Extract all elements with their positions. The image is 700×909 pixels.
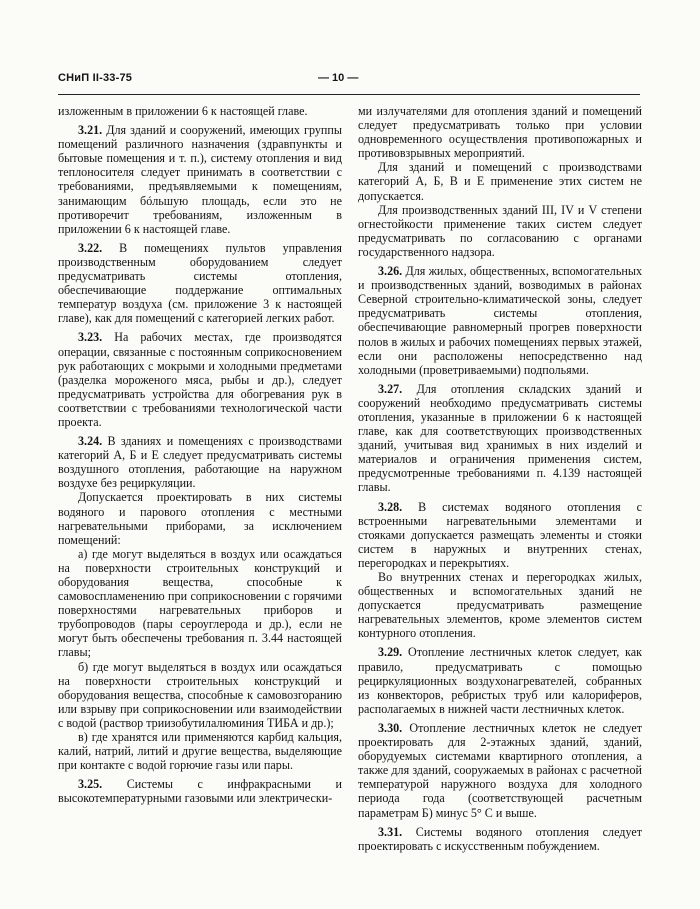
paragraph <box>358 825 642 853</box>
clause-number: 3.29. <box>378 645 403 660</box>
paragraph-text: В системах водяного отопления с встроенными нагревательными элементами и стояками допускается размещать элементы и стояки систем в наружных и внутренних стенах, перегородках и перекрытиях. <box>358 499 642 570</box>
paragraph <box>358 203 642 259</box>
paragraph <box>358 721 642 820</box>
paragraph <box>58 123 342 236</box>
paragraph <box>358 160 642 202</box>
paragraph-text: Для производственных зданий III, IV и V степени огнестойкости применение таких систем следует предусматривать по согласованию с органами государственного надзора. <box>358 202 642 259</box>
paragraph-text: Отопление лестничных клеток не следует проектировать для 2-этажных зданий, зданий, оборудуемых системами квартирного отопления, а также для зданий, сооружаемых в районах с расчетной температурой наружного воздуха для холодного периода года (соответствующей расчетным параметрам Б) минус 5° С и выше. <box>358 720 642 820</box>
clause-number: 3.22. <box>78 240 103 255</box>
clause-number: 3.27. <box>378 381 403 396</box>
paragraph-text: Для зданий и сооружений, имеющих группы помещений различного назначения (здравпункты и бытовые помещения и т. п.), систему отопления и вид теплоносителя следует принимать в соответствии с требованиями, предъявляемыми к помещениям, занимающим бóльшую площадь, если это не противоречит требованиям, изложенным в приложении 6 к настоящей главе. <box>58 123 342 236</box>
paragraph <box>58 104 342 118</box>
paragraph-text: Системы с инфракрасными и высокотемпературными газовыми или электрически- <box>58 777 342 806</box>
paragraph <box>358 645 642 715</box>
paragraph-text: Системы водяного отопления следует проектировать с искусственным побуждением. <box>358 824 642 853</box>
page-number: — 10 — <box>318 72 359 84</box>
paragraph-text: в) где хранятся или применяются карбид кальция, калий, натрий, литий и другие вещества, выделяющие при контакте с водой горючие газы или пары. <box>58 730 342 773</box>
paragraph-text: Для жилых, общественных, вспомогательных и производственных зданий, возводимых в районах Северной строительно-климатической зоны, следует предусматривать системы отопления, обеспечивающие равномерный прогрев поверхности полов в жилых и рабочих помещениях первых этажей, если они расположены непосредственно над холодными (проветриваемыми) подпольями. <box>358 264 642 377</box>
paragraph <box>58 490 342 546</box>
paragraph-text: В зданиях и помещениях с производствами категорий А, Б и Е следует предусматривать системы воздушного отопления, работающие на наружном воздухе без рециркуляции. <box>58 434 342 491</box>
paragraph-text: б) где могут выделяться в воздух или осаждаться на поверхности строительных конструкций и оборудования вещества, способные к самовозгоранию или взрыву при соприкосновении или взаимодействии с водой (раствор триизобутилалюминия ТИБА и др.); <box>58 659 342 730</box>
clause-number: 3.28. <box>378 499 403 514</box>
left-column <box>58 104 342 806</box>
clause-number: 3.30. <box>378 720 403 735</box>
paragraph <box>58 547 342 660</box>
paragraph-text: а) где могут выделяться в воздух или осаждаться на поверхности строительных конструкций и оборудования вещества, способные к самовоспламенению при соприкосновении с горячими поверхностями нагревательных приборов и трубопроводов (пары сероуглерода и др.), если не могут быть обеспечены требования п. 3.44 настоящей главы; <box>58 546 342 660</box>
clause-number: 3.26. <box>378 264 403 279</box>
paragraph <box>58 777 342 805</box>
clause-number: 3.21. <box>78 123 103 138</box>
paragraph-text: В помещениях пультов управления производственным оборудованием следует предусматривать системы отопления, обеспечивающие поддержание оптимальных температур воздуха (см. приложение 3 к настоящей главе), как для помещений с категорией легких работ. <box>58 240 342 326</box>
right-column <box>358 104 642 853</box>
paragraph <box>358 264 642 377</box>
paragraph <box>358 382 642 495</box>
paragraph <box>58 330 342 429</box>
paragraph-text: Допускается проектировать в них системы водяного и парового отопления с местными нагревательными приборами, за исключением помещений: <box>58 490 342 547</box>
document-code: СНиП II-33-75 <box>58 72 133 84</box>
clause-number: 3.24. <box>78 434 103 449</box>
paragraph-text: На рабочих местах, где производятся операции, связанные с постоянным соприкосновением рук работающих с мокрыми и холодными предметами (разделка мороженого мяса, рыбы и др.), следует предусматривать устройства для обогревания рук в соответствии с требованиями технологической части проекта. <box>58 330 342 429</box>
clause-number: 3.23. <box>78 330 103 345</box>
header-rule <box>58 94 640 95</box>
paragraph <box>58 730 342 772</box>
paragraph-text: Во внутренних стенах и перегородках жилых, общественных и вспомогательных зданий не допускается предусматривать размещение нагревательных элементов, кроме элементов систем контурного отопления. <box>358 570 642 641</box>
clause-number: 3.25. <box>78 777 103 792</box>
paragraph-text: Для зданий и помещений с производствами категорий А, Б, В и Е применение этих систем не допускается. <box>358 160 642 203</box>
paragraph <box>58 241 342 326</box>
paragraph <box>58 660 342 730</box>
paragraph-text: Для отопления складских зданий и сооружений необходимо предусматривать системы отопления, указанные в приложении 6 к настоящей главе, как для соответствующих производственных зданий, учитывая вид хранимых в них изделий и материалов и ограничения применения систем, предусмотренные требованиями п. 4.139 настоящей главы. <box>358 381 642 495</box>
paragraph <box>358 570 642 640</box>
paragraph <box>58 434 342 490</box>
paragraph-text: Отопление лестничных клеток следует, как правило, предусматривать с помощью рециркуляционных воздухонагревателей, собранных из конвекторов, ребристых труб или калориферов, располагаемых в нижней части лестничных клеток. <box>358 645 642 716</box>
paragraph-text: изложенным в приложении 6 к настоящей главе. <box>58 104 308 118</box>
paragraph-text: ми излучателями для отопления зданий и помещений следует предусматривать только при условии одновременного осуществления противопожарных и противовзрывных мероприятий. <box>358 104 642 161</box>
clause-number: 3.31. <box>378 824 403 839</box>
paragraph <box>358 500 642 570</box>
paragraph <box>358 104 642 160</box>
